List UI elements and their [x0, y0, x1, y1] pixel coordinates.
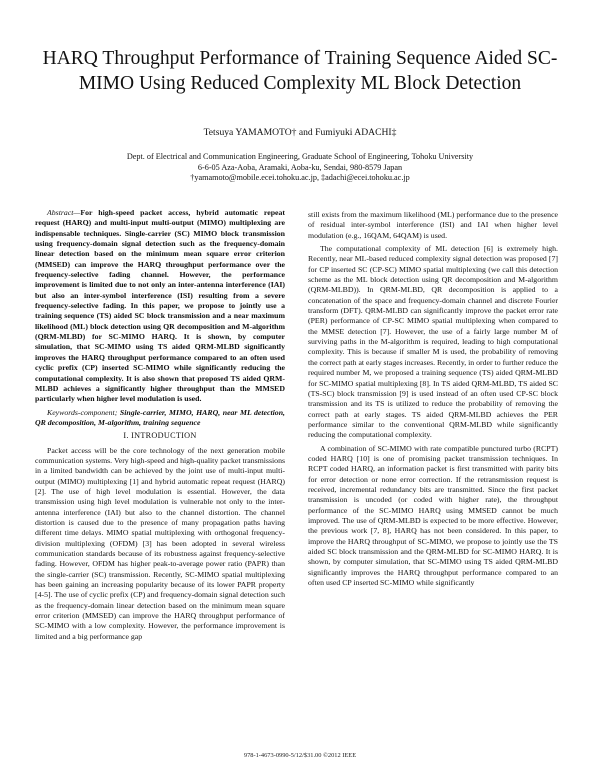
intro-paragraph: Packet access will be the core technology of the next generation mobile communication systems. Very high-speed and high-quality packet transmissions in a limited bandwidth can be achieved by the joint use of multi-input multi-output (MIMO) multiplexing [1] and hybrid automatic repeat request (HARQ) [2]. The use of high level modulation is essential. However, the data transmission using high level modulation is vulnerable not only to the inter-antenna interference (IAI) but also to the channel distortion. The channel distortion is caused due to the presence of many propagation paths having different time delays. MIMO spatial multiplexing with orthogonal frequency-division multiplexing (OFDM) [3] has been adopted in several wireless communication standards because of its robustness against frequency-selective fading. However, OFDM has higher peak-to-average power ratio (PAPR) than the single-carrier (SC) transmission. Recently, SC-MIMO spatial multiplexing has been gaining an increasing popularity because of its lower PAPR property [4-5]. The use of cyclic prefix (CP) and frequency-domain signal detection such as the frequency-domain linear detection based on the minimum mean square error criterion (MMSED) can improve the HARQ throughput performance of SC-MIMO with a low complexity. However, the performance improvement is limited and a big performance gap [35, 445, 285, 641]
abstract-lead: Abstract— [47, 208, 81, 217]
body-paragraph: A combination of SC-MIMO with rate compatible punctured turbo (RCPT) coded HARQ [10] is one of promising packet transmission techniques. In RCPT coded HARQ, an information packet is first transmitted with parity bits for error detection or none error correction. If the retransmission request is received, incremental redundancy bits are transmitted. Since the first packet transmission is uncoded (or coded with higher rate), the throughput performance of the SC-MIMO HARQ using MMSED cannot be much improved. The use of QRM-MLBD is expected to be more effective. However, the previous work [7, 8], HARQ has not been considered. In this paper, to improve the HARQ throughput of SC-MIMO, we propose to jointly use the TS aided SC block transmission and the QRM-MLBD for SC-MIMO HARQ. It is shown, by computer simulation, that SC-MIMO using TS aided QRM-MLBD significantly improves the HARQ throughput performance compared to an often used CP inserted SC-MIMO while significantly [308, 443, 558, 588]
keywords [35, 408, 285, 429]
right-column [308, 210, 558, 591]
affiliation-department: Dept. of Electrical and Communication Engineering, Graduate School of Engineering, Tohoku University [126, 152, 474, 161]
body-paragraph: The computational complexity of ML detection [6] is extremely high. Recently, near ML-based reduced complexity signal detection was proposed [7] for CP inserted SC (CP-SC) MIMO spatial multiplexing (we call this detection scheme as the ML block detection using QR decomposition and M-algorithm (QRM-MLBD)). In QRM-MLBD, QR decomposition is applied to a concatenation of the space and frequency-domain channel and discrete Fourier transform (DFT). QRM-MLBD can significantly improve the packet error rate (PER) performance of CP-SC MIMO spatial multiplexing when compared to the MMSE detection [7]. However, the use of a fairly large number M of surviving paths in the M-algorithm is required, leading to high computational complexity. This is because if smaller M is used, the probability of removing the correct path at early stages increases. Recently, in order to further reduce the required number M, we proposed a training sequence (TS) aided QRM-MLBD for SC-MIMO spatial multiplexing [8]. In TS aided QRM-MLBD, TS aided SC (TS-SC) block transmission [9] is used instead of an often used CP-SC block transmission and its TS is utilized to reduce the probability of removing the correct path at early stages. TS aided QRM-MLBD achieves the PER performance similar to the conventional QRM-MLBD while significantly reducing the computational complexity. [308, 244, 558, 440]
affiliation-emails: †yamamoto@mobile.ecei.tohoku.ac.jp, ‡adachi@ecei.tohoku.ac.jp [190, 173, 410, 183]
keywords-lead: Keywords-component; [47, 407, 118, 417]
copyright-footer: 978-1-4673-0990-5/12/$31.00 ©2012 IEEE [243, 752, 357, 759]
keywords-text: Single-carrier, MIMO, HARQ, near ML detection, QR decomposition, M-algorithm, training sequence [35, 407, 285, 427]
section-heading-introduction: I. INTRODUCTION [123, 431, 197, 441]
abstract [35, 208, 285, 405]
left-column [35, 208, 285, 645]
paper-title: HARQ Throughput Performance of Training Sequence Aided SC-MIMO Using Reduced Complexity ML Block Detection [42, 48, 558, 94]
body-paragraph: still exists from the maximum likelihood (ML) performance due to the presence of residual inter-symbol interference (ISI) and IAI when higher level modulation (e.g., 16QAM, 64QAM) is used. [308, 210, 558, 240]
paper-authors: Tetsuya YAMAMOTO† and Fumiyuki ADACHI‡ [203, 127, 397, 138]
affiliation-address: 6-6-05 Aza-Aoba, Aramaki, Aoba-ku, Sendai, 980-8579 Japan [197, 162, 403, 172]
affiliation-block [40, 152, 560, 184]
abstract-text: For high-speed packet access, hybrid automatic repeat request (HARQ) and multi-input multi-output (MIMO) multiplexing are indispensable techniques. Single-carrier (SC) MIMO block transmission using frequency-domain signal detection such as the frequency-domain linear detection based on the minimum mean square error criterion (MMSED) can improve the HARQ throughput performance over the frequency-selective fading channel. However, the performance improvement is limited due to not only an inter-antenna interference (IAI) but also an inter-symbol interference (ISI) resulting from a severe frequency-selective fading. In this paper, we propose to jointly use a training sequence (TS) aided SC block transmission and a near maximum likelihood (ML) block detection using QR decomposition and M-algorithm (QRM-MLBD) for SC-MIMO HARQ. It is shown, by computer simulation, that SC-MIMO using TS aided QRM-MLBD significantly improves the HARQ throughput performance compared to an often used cyclic prefix (CP) inserted SC-MIMO while significantly reducing the computational complexity. It is also shown that proposed TS aided QRM-MLBD achieves a significantly higher throughput than the MMSED particularly when higher level modulation is used. [35, 208, 285, 404]
